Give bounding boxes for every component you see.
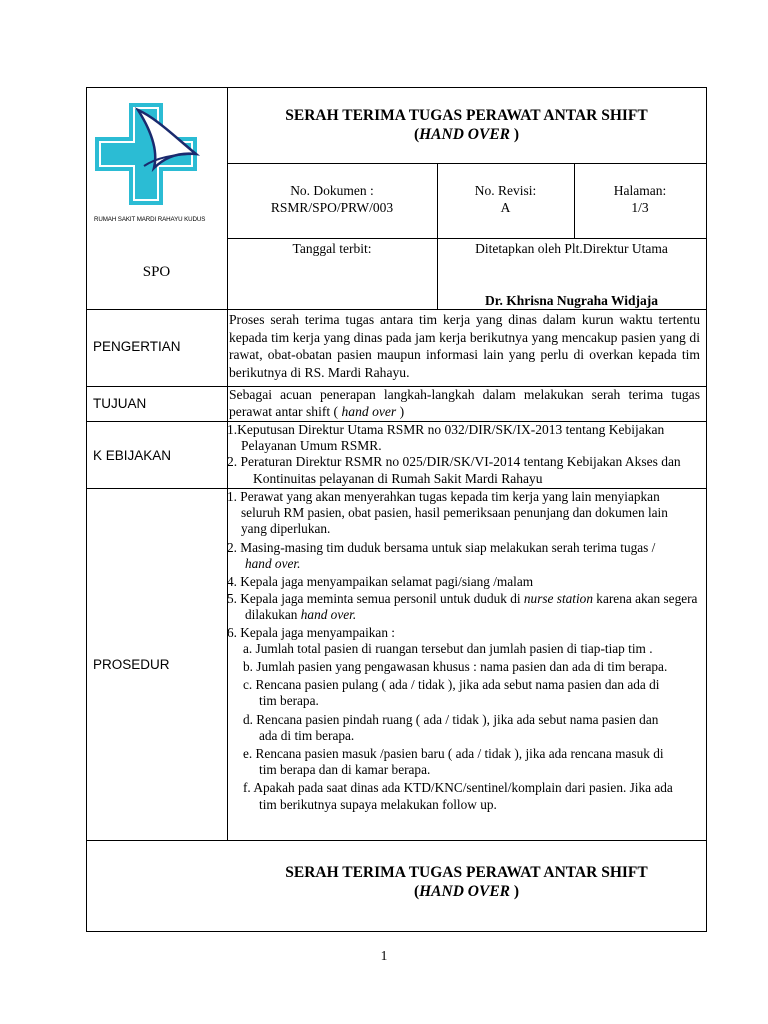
row-line — [86, 840, 706, 841]
prosedur-item-6: 6. Kepala jaga menyampaikan : — [227, 624, 395, 640]
halaman-value: 1/3 — [631, 200, 649, 215]
tujuan-hand-over: hand over — [338, 403, 397, 419]
kebijakan-list — [227, 422, 697, 487]
prosedur-item-2 — [227, 540, 699, 572]
no-dokumen-value: RSMR/SPO/PRW/003 — [270, 200, 394, 215]
halaman-label: Halaman: — [613, 183, 667, 198]
prosedur-subitem-c: c. Rencana pasien pulang ( ada / tidak ), jika ada sebut nama pasien dan ada di tim berapa. — [243, 677, 660, 709]
prosedur-item-2-text: 2. Masing-masing tim duduk bersama untuk siap melakukan serah terima tugas / — [227, 539, 656, 555]
prosedur-item-5-hand-over: hand over. — [300, 607, 357, 623]
footer-title-paren-close: ) — [510, 883, 520, 900]
kebijakan-item-2: 2. Peraturan Direktur RSMR no 025/DIR/SK/VI-2014 tentang Kebijakan Akses dan Kontinuitas pelayanan di Rumah Sakit Mardi Rahayu — [227, 454, 681, 486]
page-number: 1 — [380, 948, 388, 963]
prosedur-item-4: 4. Kepala jaga menyampaikan selamat pagi/siang /malam — [227, 574, 534, 590]
tujuan-label: TUJUAN — [93, 396, 147, 411]
prosedur-item-2-em: hand over. — [245, 555, 301, 571]
pengertian-label: PENGERTIAN — [93, 339, 181, 354]
ditetapkan-label: Ditetapkan oleh Plt.Direktur Utama — [475, 241, 668, 256]
table-border-left — [86, 87, 87, 932]
title-paren-open: ( — [413, 126, 420, 143]
kebijakan-label: K EBIJAKAN — [93, 448, 172, 463]
prosedur-item-5-text-a: 5. Kepala jaga meminta semua personil untuk duduk di — [227, 591, 524, 607]
prosedur-subitem-e: e. Rencana pasien masuk /pasien baru ( ada / tidak ), jika ada rencana masuk di tim berapa dan di kamar berapa. — [243, 746, 664, 778]
halaman-cell — [574, 182, 706, 216]
prosedur-subitem-a: a. Jumlah total pasien di ruangan tersebut dan jumlah pasien di tiap-tiap tim . — [243, 640, 653, 656]
no-dokumen-cell — [227, 182, 437, 216]
prosedur-item-1: 1. Perawat yang akan menyerahkan tugas kepada tim kerja yang lain menyiapkan seluruh RM pasien, obat pasien, hasil pemeriksaan penunjang dan dokumen lain yang diperlukan. — [227, 489, 668, 537]
signatory-name: Dr. Khrisna Nugraha Widjaja — [484, 293, 659, 308]
hospital-logo — [94, 96, 222, 234]
table-border-bottom — [86, 931, 706, 932]
no-revisi-value: A — [500, 200, 511, 215]
prosedur-list — [227, 489, 699, 813]
kebijakan-item-1: 1.Keputusan Direktur Utama RSMR no 032/DIR/SK/IX-2013 tentang Kebijakan Pelayanan Umum RSMR. — [227, 422, 665, 454]
row-line — [227, 163, 706, 164]
spo-label: SPO — [142, 264, 171, 280]
page-title — [227, 106, 706, 144]
table-border-right — [706, 87, 707, 932]
prosedur-item-5-nurse-station: nurse station — [523, 591, 593, 607]
tujuan-text-a: Sebagai acuan penerapan langkah-langkah dalam melakukan serah terima tugas perawat antar shift ( — [229, 387, 700, 419]
table-border-top — [86, 87, 706, 88]
footer-title-hand-over: HAND OVER — [419, 883, 510, 900]
prosedur-subitems — [227, 641, 699, 813]
title-line-1: SERAH TERIMA TUGAS PERAWAT ANTAR SHIFT — [285, 107, 648, 124]
row-line — [227, 238, 706, 239]
title-hand-over: HAND OVER — [419, 126, 510, 143]
title-paren-close: ) — [510, 126, 520, 143]
prosedur-item-5 — [227, 591, 699, 623]
tujuan-text-b: ) — [396, 403, 405, 419]
tanggal-terbit-label: Tanggal terbit: — [292, 241, 372, 256]
logo-caption: RUMAH SAKIT MARDI RAHAYU KUDUS — [94, 216, 206, 223]
pengertian-text: Proses serah terima tugas antara tim kerja yang dinas dalam kurun waktu tertentu kepada tim kerja yang dinas pada jam kerja berikutnya yang mencakup pasien yang di rawat, obat-obatan pasien maupun informasi lain yang perlu di overkan kepada tim berikutnya di RS. Mardi Rahayu. — [229, 312, 700, 380]
prosedur-subitem-d: d. Rencana pasien pindah ruang ( ada / tidak ), jika ada sebut nama pasien dan ada di tim berapa. — [243, 711, 659, 743]
prosedur-label: PROSEDUR — [93, 657, 170, 672]
footer-title-paren-open: ( — [413, 883, 420, 900]
cross-bird-icon — [94, 96, 222, 234]
prosedur-subitem-f: f. Apakah pada saat dinas ada KTD/KNC/sentinel/komplain dari pasien. Jika ada tim berikutnya supaya melakukan follow up. — [243, 780, 673, 812]
row-line — [86, 309, 706, 310]
no-dokumen-label: No. Dokumen : — [290, 183, 374, 198]
no-revisi-cell — [437, 182, 574, 216]
no-revisi-label: No. Revisi: — [474, 183, 537, 198]
tujuan-text — [229, 387, 700, 420]
footer-title-line-2 — [227, 882, 706, 901]
footer-title — [227, 863, 706, 901]
title-line-2 — [227, 125, 706, 144]
footer-title-line-1: SERAH TERIMA TUGAS PERAWAT ANTAR SHIFT — [285, 864, 648, 881]
prosedur-item-5-text-b: karena akan segera dilakukan — [245, 591, 698, 623]
prosedur-subitem-b: b. Jumlah pasien yang pengawasan khusus : nama pasien dan ada di tim berapa. — [243, 659, 668, 675]
